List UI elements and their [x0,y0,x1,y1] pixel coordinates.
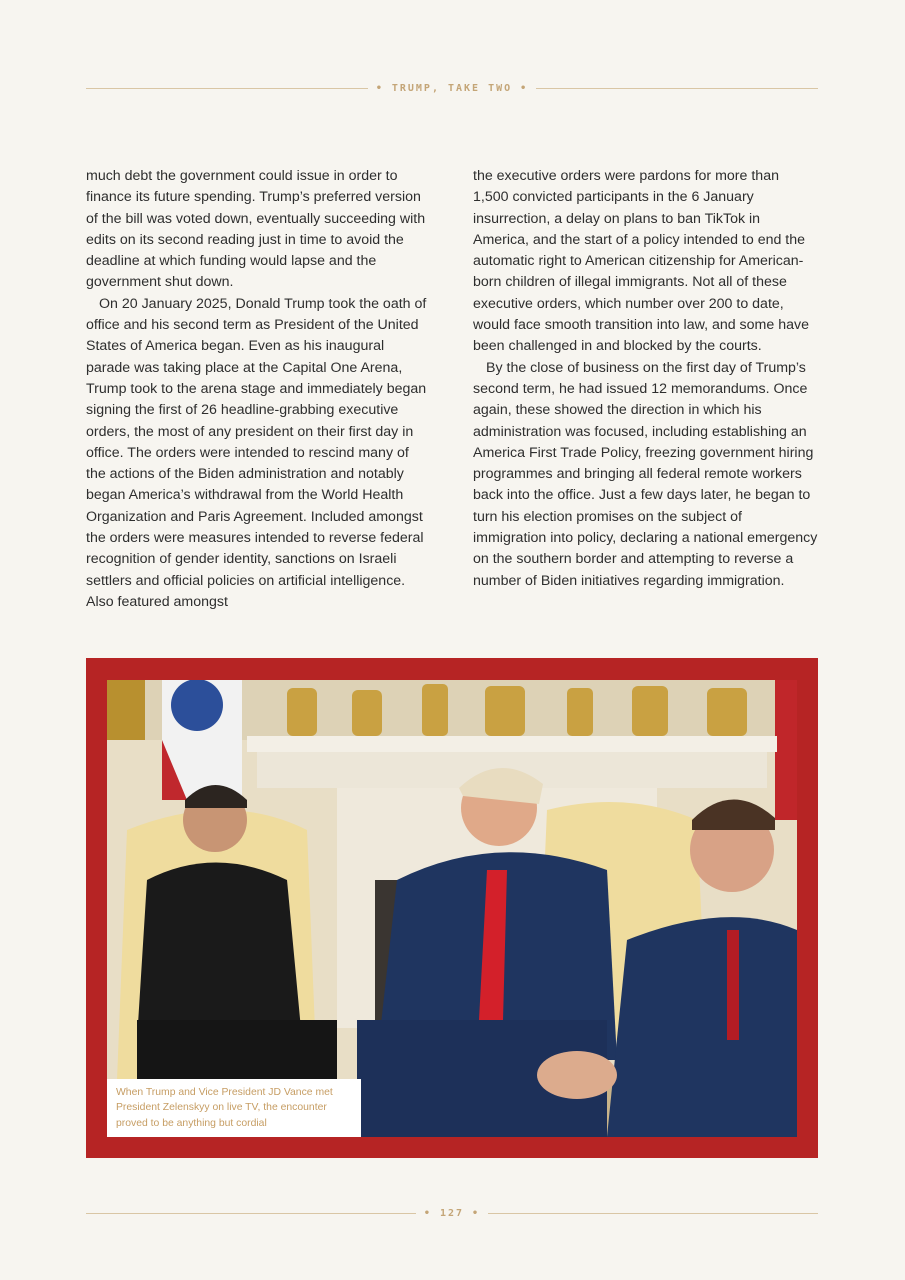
photo-frame [86,658,818,1158]
footer-rule-right-line [488,1213,818,1214]
oval-office-photo [107,680,797,1137]
header-rule [86,81,818,95]
footer-rule [86,1206,818,1220]
photo-caption: When Trump and Vice President JD Vance met President Zelenskyy on live TV, the encounter proved to be anything but cordial [107,1079,361,1137]
photo-illustration [107,680,797,1137]
page-number: • 127 • [423,1207,481,1219]
right-paragraph-2: By the close of business on the first day of Trump’s second term, he had issued 12 memorandums. Once again, these showed the direction in which his administration was focused, including establishing an America First Trade Policy, freezing government hiring programmes and bringing all federal remote workers back into the office. Just a few days later, he began to turn his election promises on the subject of immigration into policy, declaring a national emergency on the southern border and attempting to reverse a number of Biden initiatives regarding immigration. [473,359,818,589]
article-right-column [473,166,818,592]
header-rule-left-line [86,88,368,89]
header-rule-right-line [536,88,818,89]
section-label: • TRUMP, TAKE TWO • [375,82,529,94]
article-left-column [86,166,431,613]
footer-rule-left-line [86,1213,416,1214]
left-paragraph-1: much debt the government could issue in order to finance its future spending. Trump’s preferred version of the bill was voted down, eventually succeeding with edits on its second reading just in time to avoid the deadline at which funding would lapse and the government shut down. [86,168,426,291]
left-paragraph-2: On 20 January 2025, Donald Trump took the oath of office and his second term as President of the United States of America began. Even as his inaugural parade was taking place at the Capital One Arena, Trump took to the arena stage and immediately began signing the first of 26 headline-grabbing executive orders, the most of any president on their first day in office. The orders were intended to rescind many of the actions of the Biden administration and notably began America’s withdrawal from the World Health Organization and Paris Agreement. Included amongst the orders were measures intended to reverse federal recognition of gender identity, sanctions on Israeli settlers and official policies on artificial intelligence. Also featured amongst [86,295,427,610]
right-paragraph-1: the executive orders were pardons for more than 1,500 convicted participants in the 6 January insurrection, a delay on plans to ban TikTok in America, and the start of a policy intended to end the automatic right to American citizenship for American-born children of illegal immigrants. Not all of these executive orders, which number over 200 to date, would face smooth transition into law, and some have been challenged in and blocked by the courts. [473,168,809,355]
